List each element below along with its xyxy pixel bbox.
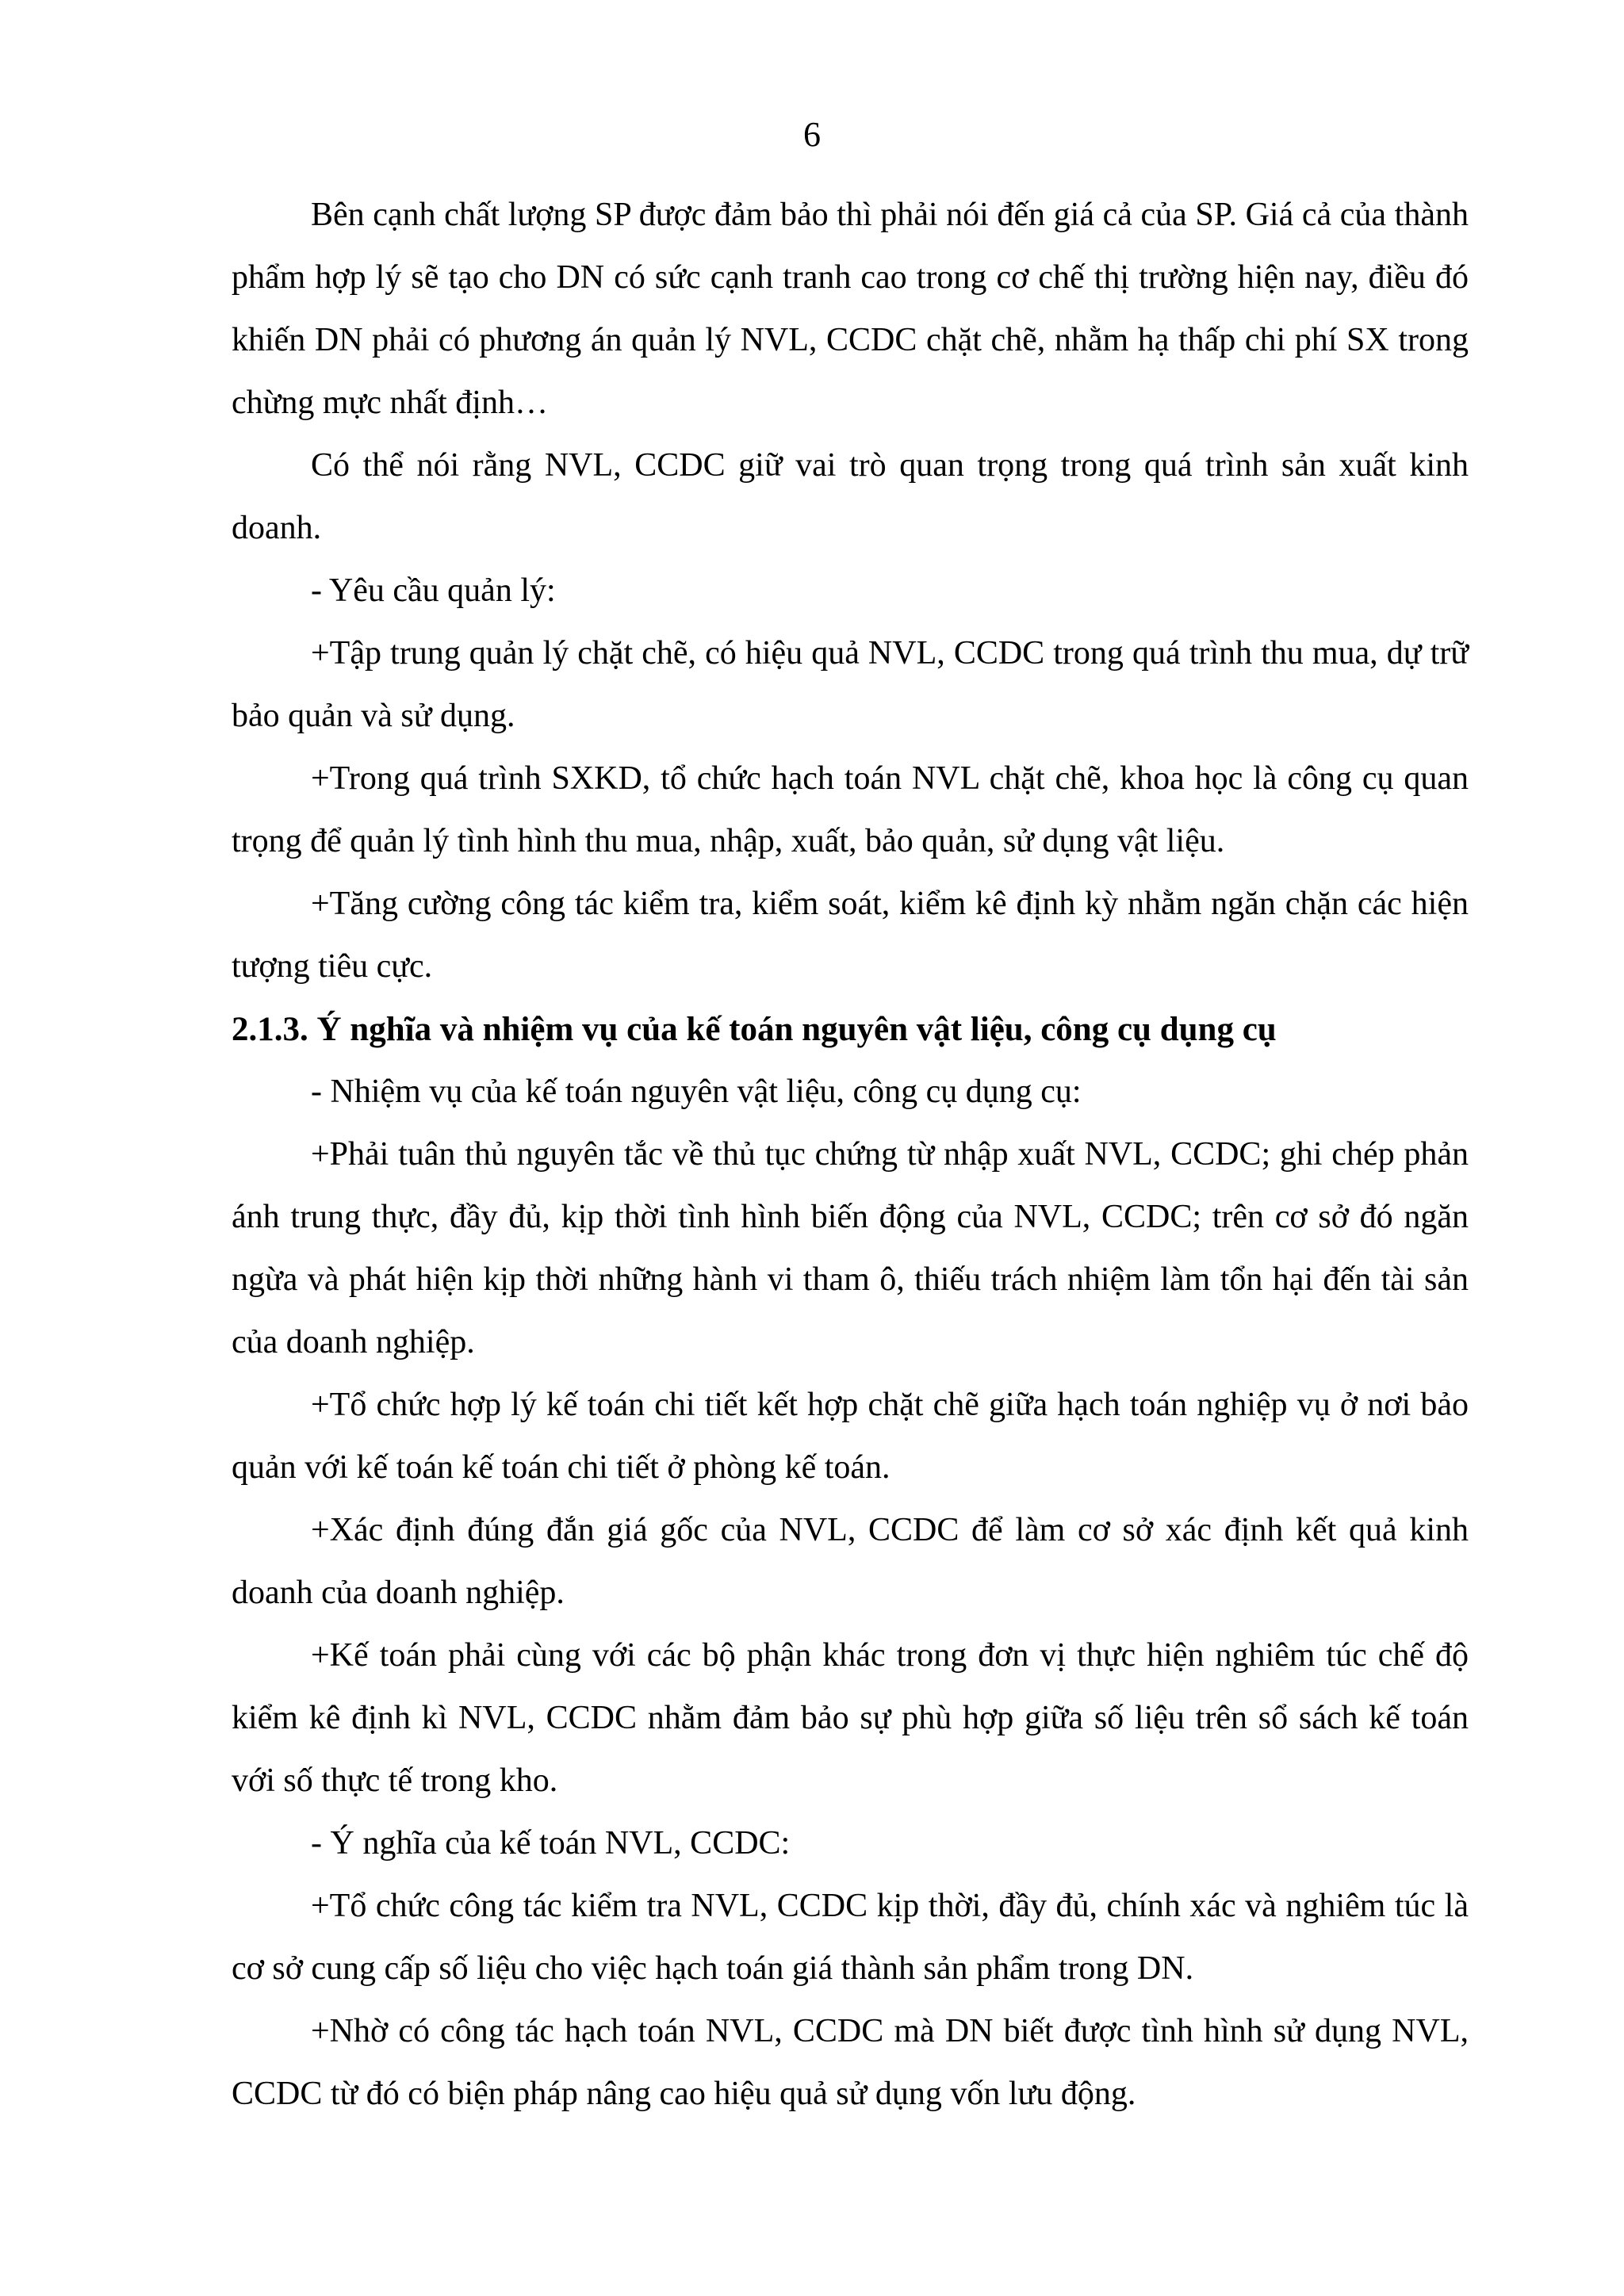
paragraph: +Tổ chức hợp lý kế toán chi tiết kết hợp chặt chẽ giữa hạch toán nghiệp vụ ở nơi bảo quản với kế toán kế toán chi tiết ở phòng kế toán. [232, 1387, 1469, 1486]
paragraph: +Nhờ có công tác hạch toán NVL, CCDC mà DN biết được tình hình sử dụng NVL, CCDC từ đó có biện pháp nâng cao hiệu quả sử dụng vốn lưu động. [232, 2013, 1469, 2112]
paragraph: - Nhiệm vụ của kế toán nguyên vật liệu, công cụ dụng cụ: [311, 1073, 1082, 1110]
section-heading: 2.1.3. Ý nghĩa và nhiệm vụ của kế toán nguyên vật liệu, công cụ dụng cụ [232, 1011, 1277, 1048]
paragraph: - Yêu cầu quản lý: [311, 572, 556, 609]
paragraph: +Tập trung quản lý chặt chẽ, có hiệu quả NVL, CCDC trong quá trình thu mua, dự trữ bảo quản và sử dụng. [232, 635, 1469, 734]
paragraph: +Tổ chức công tác kiểm tra NVL, CCDC kịp thời, đầy đủ, chính xác và nghiêm túc là cơ sở cung cấp số liệu cho việc hạch toán giá thành sản phẩm trong DN. [232, 1888, 1469, 1987]
paragraph: +Xác định đúng đắn giá gốc của NVL, CCDC để làm cơ sở xác định kết quả kinh doanh của doanh nghiệp. [232, 1512, 1469, 1611]
paragraph: +Trong quá trình SXKD, tổ chức hạch toán NVL chặt chẽ, khoa học là công cụ quan trọng để quản lý tình hình thu mua, nhập, xuất, bảo quản, sử dụng vật liệu. [232, 760, 1469, 859]
paragraph: +Tăng cường công tác kiểm tra, kiểm soát, kiểm kê định kỳ nhằm ngăn chặn các hiện tượng tiêu cực. [232, 886, 1469, 985]
page-number: 6 [803, 115, 821, 154]
paragraph: - Ý nghĩa của kế toán NVL, CCDC: [311, 1825, 791, 1862]
paragraph: +Kế toán phải cùng với các bộ phận khác trong đơn vị thực hiện nghiêm túc chế độ kiểm kê định kì NVL, CCDC nhằm đảm bảo sự phù hợp giữa số liệu trên sổ sách kế toán với số thực tế trong kho. [232, 1637, 1469, 1799]
paragraph: +Phải tuân thủ nguyên tắc về thủ tục chứng từ nhập xuất NVL, CCDC; ghi chép phản ánh trung thực, đầy đủ, kịp thời tình hình biến động của NVL, CCDC; trên cơ sở đó ngăn ngừa và phát hiện kịp thời những hành vi tham ô, thiếu trách nhiệm làm tổn hại đến tài sản của doanh nghiệp. [232, 1136, 1469, 1360]
paragraph: Có thể nói rằng NVL, CCDC giữ vai trò quan trọng trong quá trình sản xuất kinh doanh. [232, 447, 1469, 546]
page-content [232, 184, 1469, 2126]
paragraph: Bên cạnh chất lượng SP được đảm bảo thì phải nói đến giá cả của SP. Giá cả của thành phẩm hợp lý sẽ tạo cho DN có sức cạnh tranh cao trong cơ chế thị trường hiện nay, điều đó khiến DN phải có phương án quản lý NVL, CCDC chặt chẽ, nhằm hạ thấp chi phí SX trong chừng mực nhất định… [232, 197, 1469, 421]
